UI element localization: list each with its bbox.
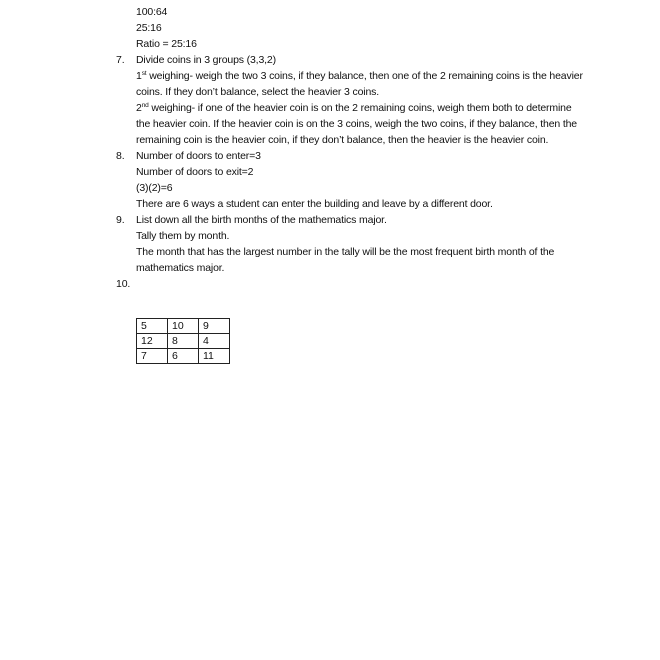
- item-number: 9.: [116, 214, 125, 226]
- table-cell: 10: [168, 319, 199, 334]
- item-number: 8.: [116, 150, 125, 162]
- ratio-result: Ratio = 25:16: [136, 38, 197, 50]
- table-row: [137, 349, 230, 364]
- item-number: 7.: [116, 54, 125, 66]
- first-weighing-paragraph: [136, 68, 588, 100]
- first-weighing-text: weighing- weigh the two 3 coins, if they balance, then one of the 2 remaining coins is the heavier coins. If they don’t balance, select the heavier 3 coins.: [136, 70, 583, 98]
- doors-exit: Number of doors to exit=2: [136, 166, 254, 178]
- doors-conclusion: There are 6 ways a student can enter the building and leave by a different door.: [136, 198, 493, 210]
- second-ordinal-suffix: nd: [141, 102, 149, 109]
- ratio-line-2: 25:16: [136, 22, 162, 34]
- birth-months-conclusion: The month that has the largest number in the tally will be the most frequent birth month of the mathematics major.: [136, 246, 555, 274]
- ratio-line-1: 100:64: [136, 6, 168, 18]
- item-number: 10.: [116, 278, 131, 290]
- table-cell: 4: [199, 334, 230, 349]
- table-cell: 6: [168, 349, 199, 364]
- second-weighing-text: weighing- if one of the heavier coin is on the 2 remaining coins, weigh them both to determine the heavier coin. If the heavier coin is on the 3 coins, weigh the two coins, if they balance, then the remaining coin is the heavier coin, if they don’t balance, then the heavier is the heavier coin.: [136, 102, 577, 146]
- answer-item-9: [116, 212, 586, 276]
- birth-months-step-1: List down all the birth months of the mathematics major.: [136, 214, 387, 226]
- table-cell: 12: [137, 334, 168, 349]
- first-ordinal-suffix: st: [141, 70, 147, 77]
- answer-text: [116, 4, 586, 292]
- table-cell: 8: [168, 334, 199, 349]
- answer-item-8: [116, 148, 586, 212]
- doors-product: (3)(2)=6: [136, 182, 173, 194]
- table-row: [137, 334, 230, 349]
- answer-item-7: [116, 52, 586, 148]
- table-cell: 11: [199, 349, 230, 364]
- doors-enter: Number of doors to enter=3: [136, 150, 261, 162]
- table-cell: 7: [137, 349, 168, 364]
- table-row: [137, 319, 230, 334]
- second-weighing-paragraph: [136, 100, 584, 148]
- birth-months-step-2: Tally them by month.: [136, 230, 230, 242]
- second-ordinal: 2: [136, 102, 142, 114]
- item-7-heading: Divide coins in 3 groups (3,3,2): [136, 54, 276, 66]
- table-cell: 9: [199, 319, 230, 334]
- table-cell: 5: [137, 319, 168, 334]
- first-ordinal: 1: [136, 70, 142, 82]
- magic-square-table: [136, 318, 230, 364]
- answer-item-10: [116, 276, 586, 292]
